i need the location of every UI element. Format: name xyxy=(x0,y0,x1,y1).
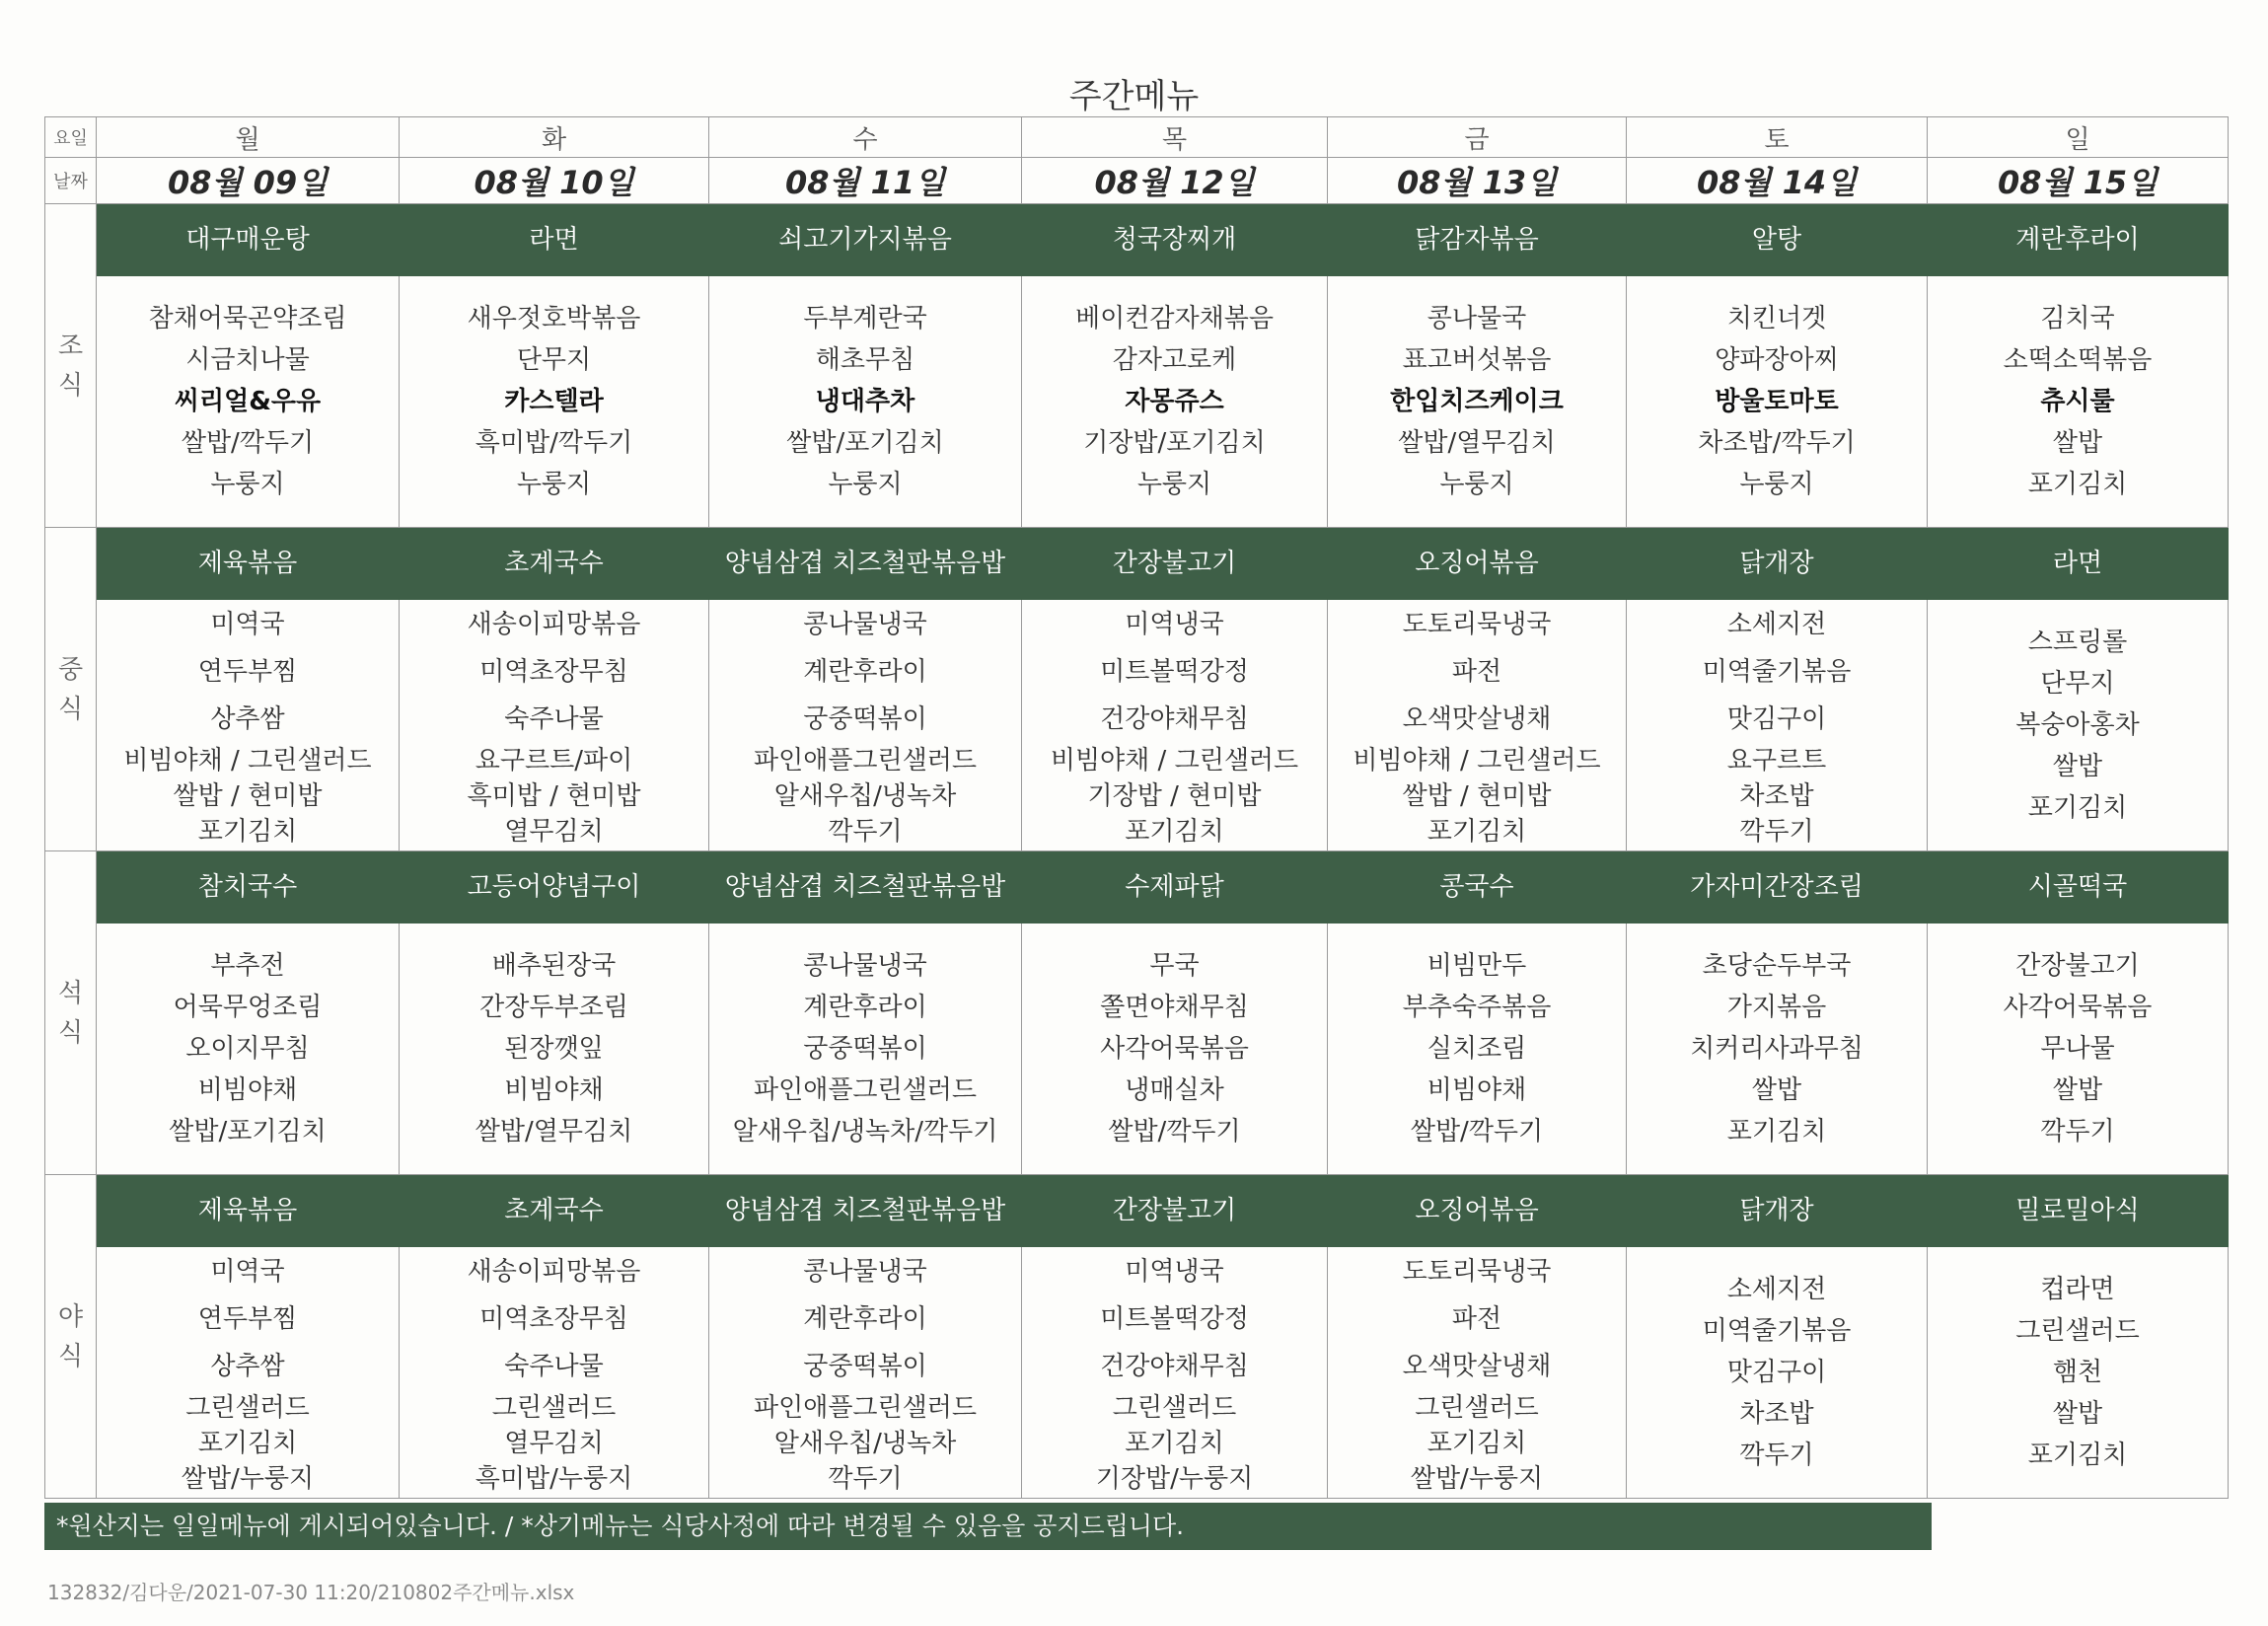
side-dish-item: 쌀밥 xyxy=(2052,1399,2103,1429)
side-dish-item: 쌀밥/누룽지 xyxy=(181,1464,315,1494)
footer-note: *원산지는 일일메뉴에 게시되어있습니다. / *상기메뉴는 식당사정에 따라 변경될 수 있음을 공지드립니다. xyxy=(44,1503,1932,1550)
side-dishes-cell xyxy=(1328,600,1627,851)
side-dish-item: 요구르트/파이 xyxy=(475,746,633,776)
side-dish-item: 쌀밥 / 현미밥 xyxy=(173,781,323,811)
main-dish-cell: 쇠고기가지볶음 xyxy=(709,204,1022,276)
main-dish-cell: 양념삼겹 치즈철판볶음밥 xyxy=(709,528,1022,600)
side-dish-item: 새송이피망볶음 xyxy=(467,610,641,639)
side-dish-item: 오색맛살냉채 xyxy=(1402,1352,1552,1381)
side-dish-item: 어묵무엉조림 xyxy=(173,993,323,1022)
side-dish-item: 미역줄기볶음 xyxy=(1702,1316,1852,1346)
side-dishes-cell xyxy=(1022,276,1328,528)
side-dish-item: 비빔야채 / 그린샐러드 xyxy=(123,746,372,776)
main-dish-cell: 닭감자볶음 xyxy=(1328,204,1627,276)
side-dish-item: 누룽지 xyxy=(210,470,285,499)
side-dish-item: 표고버섯볶음 xyxy=(1402,345,1552,375)
side-dish-item: 궁중떡볶이 xyxy=(803,1034,927,1064)
meal-sides-row xyxy=(45,1247,2229,1499)
main-dish-cell: 오징어볶음 xyxy=(1328,1175,1627,1247)
side-dish-item: 쌀밥/깍두기 xyxy=(1108,1117,1241,1146)
side-dish-item: 된장깻잎 xyxy=(504,1034,604,1064)
side-dish-item: 자몽쥬스 xyxy=(1125,387,1224,416)
meal-main-row xyxy=(45,1175,2229,1247)
main-dish-cell: 초계국수 xyxy=(400,1175,709,1247)
side-dish-item: 쌀밥 / 현미밥 xyxy=(1402,781,1552,811)
meal-label-cell xyxy=(45,204,97,528)
side-dish-item: 복숭아홍차 xyxy=(2015,710,2140,740)
side-dish-item: 미역초장무침 xyxy=(479,657,628,687)
main-dish-cell: 청국장찌개 xyxy=(1022,204,1328,276)
meal-sides-row xyxy=(45,924,2229,1175)
side-dish-item: 상추쌈 xyxy=(210,704,285,734)
side-dish-item: 오색맛살냉채 xyxy=(1402,704,1552,734)
main-dish-cell: 콩국수 xyxy=(1328,851,1627,924)
side-dish-item: 컵라면 xyxy=(2040,1275,2115,1304)
side-dish-item: 츄시룰 xyxy=(2040,387,2115,416)
side-dish-item: 참채어묵곤약조림 xyxy=(148,304,347,333)
side-dishes-cell xyxy=(1627,924,1928,1175)
side-dish-item: 미역국 xyxy=(210,610,285,639)
side-dish-item: 기장밥 / 현미밥 xyxy=(1087,781,1262,811)
side-dish-item: 콩나물국 xyxy=(1427,304,1527,333)
side-dish-item: 차조밥/깍두기 xyxy=(1698,428,1856,458)
side-dish-item: 가지볶음 xyxy=(1726,993,1827,1022)
meal-label-char: 식 xyxy=(57,694,84,724)
side-dish-item: 깍두기 xyxy=(828,1464,903,1494)
side-dishes-cell xyxy=(1928,924,2229,1175)
date-cell: 08월 15일 xyxy=(1928,158,2229,204)
side-dish-item: 쌀밥/깍두기 xyxy=(181,428,315,458)
side-dish-item: 차조밥 xyxy=(1739,781,1814,811)
meal-sides-row xyxy=(45,600,2229,851)
side-dish-item: 쌀밥 xyxy=(2052,428,2103,458)
side-dish-item: 누룽지 xyxy=(1136,470,1212,499)
side-dish-item: 깍두기 xyxy=(828,817,903,847)
header-weekday-row xyxy=(45,117,2229,158)
side-dish-item: 해초무침 xyxy=(815,345,915,375)
meal-label-char: 조 xyxy=(57,331,84,361)
weekday-cell: 일 xyxy=(1928,117,2229,158)
side-dish-item: 간장두부조림 xyxy=(479,993,628,1022)
main-dish-cell: 계란후라이 xyxy=(1928,204,2229,276)
side-dish-item: 무나물 xyxy=(2040,1034,2115,1064)
meal-main-row xyxy=(45,851,2229,924)
side-dishes-cell xyxy=(1627,600,1928,851)
side-dish-item: 새우젓호박볶음 xyxy=(467,304,641,333)
side-dish-item: 비빔야채 / 그린샐러드 xyxy=(1353,746,1601,776)
side-dish-item: 부추전 xyxy=(210,951,285,981)
side-dish-item: 미역냉국 xyxy=(1125,610,1224,639)
side-dishes-cell xyxy=(97,924,400,1175)
side-dish-item: 건강야채무침 xyxy=(1100,1352,1249,1381)
side-dishes-cell xyxy=(1328,276,1627,528)
side-dish-item: 오이지무침 xyxy=(185,1034,310,1064)
side-dish-item: 알새우칩/냉녹차/깍두기 xyxy=(732,1117,998,1146)
side-dish-item: 실치조림 xyxy=(1427,1034,1527,1064)
side-dish-item: 도토리묵냉국 xyxy=(1402,610,1552,639)
side-dish-item: 파인애플그린샐러드 xyxy=(753,1393,978,1423)
main-dish-cell: 초계국수 xyxy=(400,528,709,600)
date-cell: 08월 12일 xyxy=(1022,158,1328,204)
side-dish-item: 포기김치 xyxy=(1427,1429,1527,1458)
side-dish-item: 카스텔라 xyxy=(504,387,604,416)
side-dish-item: 쌀밥/누룽지 xyxy=(1410,1464,1544,1494)
main-dish-cell: 오징어볶음 xyxy=(1328,528,1627,600)
side-dish-item: 그린샐러드 xyxy=(491,1393,617,1423)
side-dish-item: 궁중떡볶이 xyxy=(803,704,927,734)
meal-label-char: 중 xyxy=(57,654,84,685)
side-dish-item: 김치국 xyxy=(2040,304,2115,333)
side-dish-item: 비빔야채 / 그린샐러드 xyxy=(1050,746,1299,776)
side-dish-item: 포기김치 xyxy=(1726,1117,1827,1146)
side-dish-item: 부추숙주볶음 xyxy=(1402,993,1552,1022)
side-dish-item: 비빔만두 xyxy=(1427,951,1527,981)
side-dishes-cell xyxy=(97,1247,400,1499)
side-dish-item: 사각어묵볶음 xyxy=(2003,993,2153,1022)
side-dish-item: 계란후라이 xyxy=(803,657,927,687)
side-dish-item: 단무지 xyxy=(516,345,592,375)
side-dish-item: 계란후라이 xyxy=(803,993,927,1022)
side-dish-item: 소세지전 xyxy=(1726,1275,1827,1304)
side-dish-item: 맛김구이 xyxy=(1726,704,1827,734)
side-dishes-cell xyxy=(709,276,1022,528)
meal-main-row xyxy=(45,204,2229,276)
main-dish-cell: 간장불고기 xyxy=(1022,1175,1328,1247)
side-dish-item: 포기김치 xyxy=(1125,817,1224,847)
weekday-cell: 목 xyxy=(1022,117,1328,158)
side-dish-item: 시금치나물 xyxy=(185,345,310,375)
side-dish-item: 단무지 xyxy=(2040,669,2115,699)
weekday-cell: 토 xyxy=(1627,117,1928,158)
side-dishes-cell xyxy=(709,600,1022,851)
main-dish-cell: 수제파닭 xyxy=(1022,851,1328,924)
side-dish-item: 냉매실차 xyxy=(1125,1075,1224,1105)
side-dish-item: 소세지전 xyxy=(1726,610,1827,639)
side-dish-item: 쫄면야채무침 xyxy=(1100,993,1249,1022)
weekday-cell: 금 xyxy=(1328,117,1627,158)
side-dish-item: 치킨너겟 xyxy=(1726,304,1827,333)
side-dish-item: 비빔야채 xyxy=(197,1075,298,1105)
side-dish-item: 포기김치 xyxy=(1427,817,1527,847)
meal-label-cell xyxy=(45,851,97,1175)
meal-label-cell xyxy=(45,528,97,851)
side-dishes-cell xyxy=(1928,1247,2229,1499)
side-dish-item: 미역초장무침 xyxy=(479,1304,628,1334)
side-dishes-cell xyxy=(709,1247,1022,1499)
side-dish-item: 양파장아찌 xyxy=(1715,345,1839,375)
side-dish-item: 사각어묵볶음 xyxy=(1100,1034,1249,1064)
date-cell: 08월 14일 xyxy=(1627,158,1928,204)
page-title: 주간메뉴 xyxy=(1068,77,1200,116)
side-dish-item: 한입치즈케이크 xyxy=(1390,387,1564,416)
side-dish-item: 냉대추차 xyxy=(815,387,915,416)
side-dish-item: 건강야채무침 xyxy=(1100,704,1249,734)
side-dish-item: 치커리사과무침 xyxy=(1690,1034,1864,1064)
side-dish-item: 열무김치 xyxy=(504,1429,604,1458)
side-dish-item: 포기김치 xyxy=(1125,1429,1224,1458)
main-dish-cell: 라면 xyxy=(1928,528,2229,600)
side-dish-item: 그린샐러드 xyxy=(2015,1316,2140,1346)
main-dish-cell: 알탕 xyxy=(1627,204,1928,276)
main-dish-cell: 간장불고기 xyxy=(1022,528,1328,600)
side-dishes-cell xyxy=(97,600,400,851)
date-cell: 08월 10일 xyxy=(400,158,709,204)
side-dish-item: 콩나물냉국 xyxy=(803,951,927,981)
side-dish-item: 포기김치 xyxy=(2027,1441,2128,1470)
side-dish-item: 콩나물냉국 xyxy=(803,610,927,639)
side-dish-item: 씨리얼&우유 xyxy=(174,387,322,416)
meal-label-char: 식 xyxy=(57,1341,84,1371)
side-dish-item: 쌀밥/열무김치 xyxy=(475,1117,633,1146)
side-dishes-cell xyxy=(1022,1247,1328,1499)
side-dish-item: 비빔야채 xyxy=(1427,1075,1527,1105)
side-dish-item: 깍두기 xyxy=(1739,1441,1814,1470)
meal-main-row xyxy=(45,528,2229,600)
day-label: 요일 xyxy=(45,117,97,158)
main-dish-cell: 대구매운탕 xyxy=(97,204,400,276)
side-dish-item: 맛김구이 xyxy=(1726,1358,1827,1387)
main-dish-cell: 참치국수 xyxy=(97,851,400,924)
main-dish-cell: 양념삼겹 치즈철판볶음밥 xyxy=(709,1175,1022,1247)
main-dish-cell: 양념삼겹 치즈철판볶음밥 xyxy=(709,851,1022,924)
side-dishes-cell xyxy=(400,924,709,1175)
side-dish-item: 미트볼떡강정 xyxy=(1100,657,1249,687)
side-dishes-cell xyxy=(1022,924,1328,1175)
side-dish-item: 간장불고기 xyxy=(2015,951,2140,981)
side-dish-item: 숙주나물 xyxy=(504,1352,604,1381)
side-dish-item: 누룽지 xyxy=(1739,470,1814,499)
weekly-menu-table xyxy=(44,116,2229,1499)
side-dish-item: 쌀밥 xyxy=(1751,1075,1802,1105)
side-dish-item: 소떡소떡볶음 xyxy=(2003,345,2153,375)
side-dish-item: 연두부찜 xyxy=(197,1304,298,1334)
main-dish-cell: 닭개장 xyxy=(1627,1175,1928,1247)
side-dish-item: 누룽지 xyxy=(1439,470,1514,499)
side-dish-item: 깍두기 xyxy=(2040,1117,2115,1146)
side-dish-item: 미역줄기볶음 xyxy=(1702,657,1852,687)
side-dish-item: 포기김치 xyxy=(197,1429,298,1458)
date-label: 날짜 xyxy=(45,158,97,204)
side-dish-item: 감자고로케 xyxy=(1112,345,1237,375)
side-dish-item: 알새우칩/냉녹차 xyxy=(773,1429,957,1458)
side-dish-item: 포기김치 xyxy=(197,817,298,847)
side-dish-item: 그린샐러드 xyxy=(1112,1393,1237,1423)
side-dish-item: 누룽지 xyxy=(828,470,903,499)
side-dish-item: 베이컨감자채볶음 xyxy=(1075,304,1274,333)
side-dishes-cell xyxy=(709,924,1022,1175)
side-dish-item: 무국 xyxy=(1149,951,1200,981)
side-dish-item: 방울토마토 xyxy=(1715,387,1839,416)
date-cell: 08월 11일 xyxy=(709,158,1022,204)
main-dish-cell: 고등어양념구이 xyxy=(400,851,709,924)
date-cell: 08월 09일 xyxy=(97,158,400,204)
main-dish-cell: 제육볶음 xyxy=(97,528,400,600)
side-dish-item: 차조밥 xyxy=(1739,1399,1814,1429)
side-dish-item: 기장밥/누룽지 xyxy=(1095,1464,1254,1494)
meal-label xyxy=(45,650,96,729)
side-dish-item: 콩나물냉국 xyxy=(803,1257,927,1287)
meal-label xyxy=(45,974,96,1053)
side-dish-item: 흑미밥/누룽지 xyxy=(475,1464,633,1494)
meal-sides-row xyxy=(45,276,2229,528)
side-dish-item: 미역국 xyxy=(210,1257,285,1287)
side-dish-item: 햄천 xyxy=(2052,1358,2103,1387)
side-dish-item: 파전 xyxy=(1451,657,1502,687)
meal-label-char: 석 xyxy=(57,978,84,1008)
side-dishes-cell xyxy=(1627,276,1928,528)
main-dish-cell: 라면 xyxy=(400,204,709,276)
side-dish-item: 흑미밥 / 현미밥 xyxy=(467,781,641,811)
file-info: 132832/김다운/2021-07-30 11:20/210802주간메뉴.xlsx xyxy=(47,1581,575,1604)
weekday-cell: 화 xyxy=(400,117,709,158)
side-dishes-cell xyxy=(1022,600,1328,851)
side-dishes-cell xyxy=(400,276,709,528)
meal-label-char: 야 xyxy=(57,1301,84,1332)
side-dish-item: 누룽지 xyxy=(516,470,592,499)
side-dishes-cell xyxy=(1928,276,2229,528)
side-dishes-cell xyxy=(97,276,400,528)
header-date-row xyxy=(45,158,2229,204)
side-dish-item: 파전 xyxy=(1451,1304,1502,1334)
side-dish-item: 스프링롤 xyxy=(2027,628,2128,657)
main-dish-cell: 제육볶음 xyxy=(97,1175,400,1247)
side-dish-item: 궁중떡볶이 xyxy=(803,1352,927,1381)
side-dish-item: 포기김치 xyxy=(2027,470,2128,499)
side-dish-item: 초당순두부국 xyxy=(1702,951,1852,981)
weekday-cell: 수 xyxy=(709,117,1022,158)
side-dishes-cell xyxy=(1928,600,2229,851)
side-dish-item: 쌀밥 xyxy=(2052,752,2103,781)
meal-label-char: 식 xyxy=(57,1017,84,1048)
side-dish-item: 쌀밥/포기김치 xyxy=(169,1117,327,1146)
meal-label-char: 식 xyxy=(57,370,84,401)
side-dish-item: 알새우칩/냉녹차 xyxy=(773,781,957,811)
main-dish-cell: 밀로밀아식 xyxy=(1928,1175,2229,1247)
side-dish-item: 그린샐러드 xyxy=(185,1393,310,1423)
side-dish-item: 비빔야채 xyxy=(504,1075,604,1105)
side-dish-item: 파인애플그린샐러드 xyxy=(753,746,978,776)
side-dish-item: 그린샐러드 xyxy=(1415,1393,1539,1423)
meal-label-cell xyxy=(45,1175,97,1499)
meal-label xyxy=(45,1297,96,1376)
meal-label xyxy=(45,327,96,406)
side-dishes-cell xyxy=(1627,1247,1928,1499)
side-dish-item: 연두부찜 xyxy=(197,657,298,687)
side-dish-item: 계란후라이 xyxy=(803,1304,927,1334)
side-dish-item: 숙주나물 xyxy=(504,704,604,734)
side-dish-item: 포기김치 xyxy=(2027,793,2128,823)
weekday-cell: 월 xyxy=(97,117,400,158)
side-dishes-cell xyxy=(1328,1247,1627,1499)
side-dish-item: 흑미밥/깍두기 xyxy=(475,428,633,458)
side-dish-item: 쌀밥/포기김치 xyxy=(786,428,944,458)
side-dish-item: 쌀밥 xyxy=(2052,1075,2103,1105)
side-dish-item: 두부계란국 xyxy=(803,304,927,333)
side-dish-item: 상추쌈 xyxy=(210,1352,285,1381)
side-dish-item: 미역냉국 xyxy=(1125,1257,1224,1287)
side-dish-item: 기장밥/포기김치 xyxy=(1083,428,1266,458)
side-dish-item: 미트볼떡강정 xyxy=(1100,1304,1249,1334)
main-dish-cell: 가자미간장조림 xyxy=(1627,851,1928,924)
side-dish-item: 쌀밥/깍두기 xyxy=(1410,1117,1544,1146)
side-dish-item: 열무김치 xyxy=(504,817,604,847)
side-dishes-cell xyxy=(1328,924,1627,1175)
side-dishes-cell xyxy=(400,600,709,851)
side-dish-item: 새송이피망볶음 xyxy=(467,1257,641,1287)
side-dish-item: 요구르트 xyxy=(1726,746,1827,776)
main-dish-cell: 닭개장 xyxy=(1627,528,1928,600)
date-cell: 08월 13일 xyxy=(1328,158,1627,204)
side-dish-item: 도토리묵냉국 xyxy=(1402,1257,1552,1287)
side-dish-item: 배추된장국 xyxy=(491,951,617,981)
side-dishes-cell xyxy=(400,1247,709,1499)
side-dish-item: 깍두기 xyxy=(1739,817,1814,847)
side-dish-item: 쌀밥/열무김치 xyxy=(1398,428,1556,458)
side-dish-item: 파인애플그린샐러드 xyxy=(753,1075,978,1105)
main-dish-cell: 시골떡국 xyxy=(1928,851,2229,924)
